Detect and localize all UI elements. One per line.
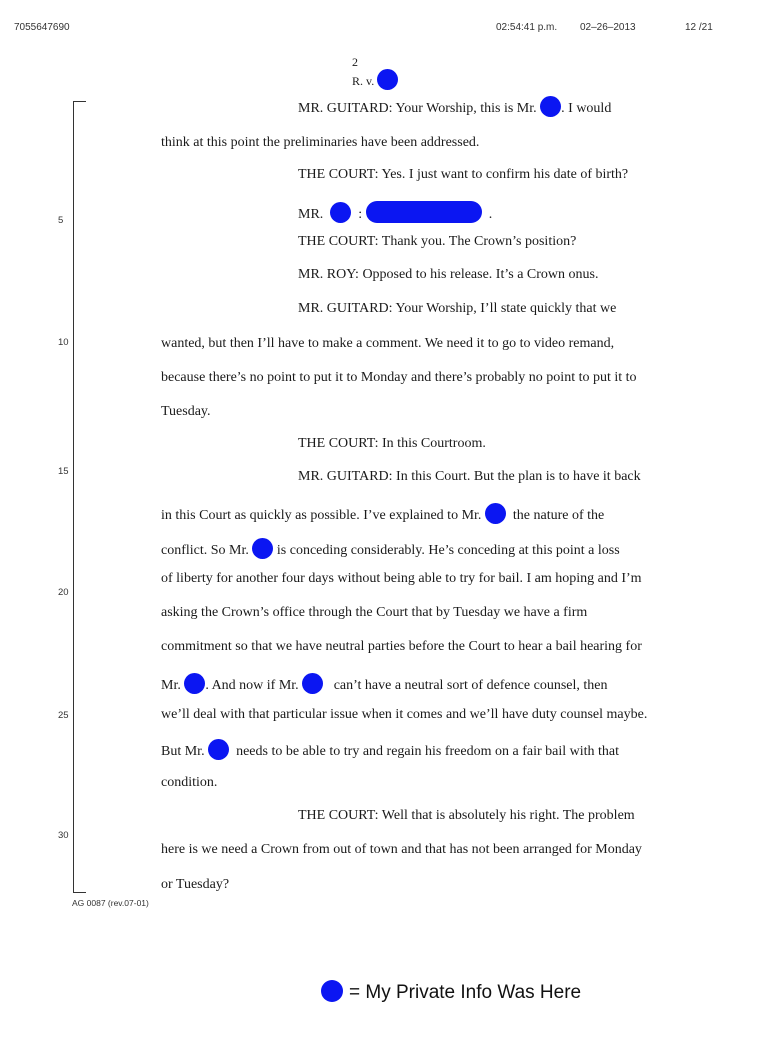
redaction-blob — [302, 673, 323, 694]
transcript-line: MR. GUITARD: Your Worship, this is Mr. . I would — [298, 96, 611, 118]
transcript-line: MR. GUITARD: In this Court. But the plan is to have it back — [298, 469, 641, 484]
line-number: 10 — [58, 337, 69, 348]
transcript-line: or Tuesday? — [161, 877, 230, 892]
redaction-blob — [330, 202, 351, 223]
transcript-line: we’ll deal with that particular issue when it comes and we’ll have duty counsel maybe. — [161, 707, 648, 722]
transcript-line: THE COURT: In this Courtroom. — [298, 436, 486, 451]
redaction-blob — [208, 739, 229, 760]
page-number: 2 — [352, 55, 358, 69]
redaction-blob — [540, 96, 561, 117]
legend-blob — [321, 980, 343, 1002]
transcript-line: of liberty for another four days without being able to try for bail. I am hoping and I’m — [161, 571, 642, 586]
transcript-line: conflict. So Mr. is conceding considerably. He’s conceding at this point a loss — [161, 538, 620, 560]
transcript-line: commitment so that we have neutral parties before the Court to hear a bail hearing for — [161, 639, 642, 654]
line-number: 20 — [58, 587, 69, 598]
transcript-line: here is we need a Crown from out of town and that has not been arranged for Monday — [161, 842, 642, 857]
form-id: AG 0087 (rev.07-01) — [72, 898, 149, 908]
transcript-line: think at this point the preliminaries have been addressed. — [161, 135, 480, 150]
case-prefix: R. v. — [352, 74, 375, 88]
line-number: 25 — [58, 710, 69, 721]
transcript-line: wanted, but then I’ll have to make a comment. We need it to go to video remand, — [161, 336, 615, 351]
fax-number: 7055647690 — [14, 22, 70, 33]
transcript-line: MR. : . — [298, 201, 492, 224]
redaction-blob — [485, 503, 506, 524]
transcript-line: Tuesday. — [161, 404, 211, 419]
transcript-line: in this Court as quickly as possible. I’ve explained to Mr. the nature of the — [161, 503, 604, 525]
legend-text: = My Private Info Was Here — [349, 982, 582, 1003]
line-number: 15 — [58, 466, 69, 477]
line-number: 5 — [58, 215, 64, 226]
redaction-blob — [184, 673, 205, 694]
redaction-blob — [377, 69, 398, 90]
transcript-line: because there’s no point to put it to Monday and there’s probably no point to put it to — [161, 370, 637, 385]
legend — [321, 980, 581, 1004]
transcript-line: MR. GUITARD: Your Worship, I’ll state quickly that we — [298, 301, 617, 316]
transcript-line: MR. ROY: Opposed to his release. It’s a Crown onus. — [298, 267, 599, 282]
transcript-line: asking the Crown’s office through the Court that by Tuesday we have a firm — [161, 605, 588, 620]
transcript-line: THE COURT: Well that is absolutely his right. The problem — [298, 808, 635, 823]
margin-bracket — [73, 101, 86, 893]
line-number: 30 — [58, 830, 69, 841]
transcript-line: THE COURT: Yes. I just want to confirm his date of birth? — [298, 167, 629, 182]
fax-date: 02–26–2013 — [580, 22, 636, 33]
redaction-blob — [252, 538, 273, 559]
fax-page: 12 /21 — [685, 22, 713, 33]
transcript-line: condition. — [161, 775, 218, 790]
transcript-line: Mr. . And now if Mr. can’t have a neutral sort of defence counsel, then — [161, 673, 607, 695]
case-title — [352, 69, 398, 90]
redaction-blob — [366, 201, 482, 223]
fax-time: 02:54:41 p.m. — [496, 22, 558, 33]
transcript-line: THE COURT: Thank you. The Crown’s position? — [298, 234, 577, 249]
transcript-line: But Mr. needs to be able to try and regain his freedom on a fair bail with that — [161, 739, 619, 761]
